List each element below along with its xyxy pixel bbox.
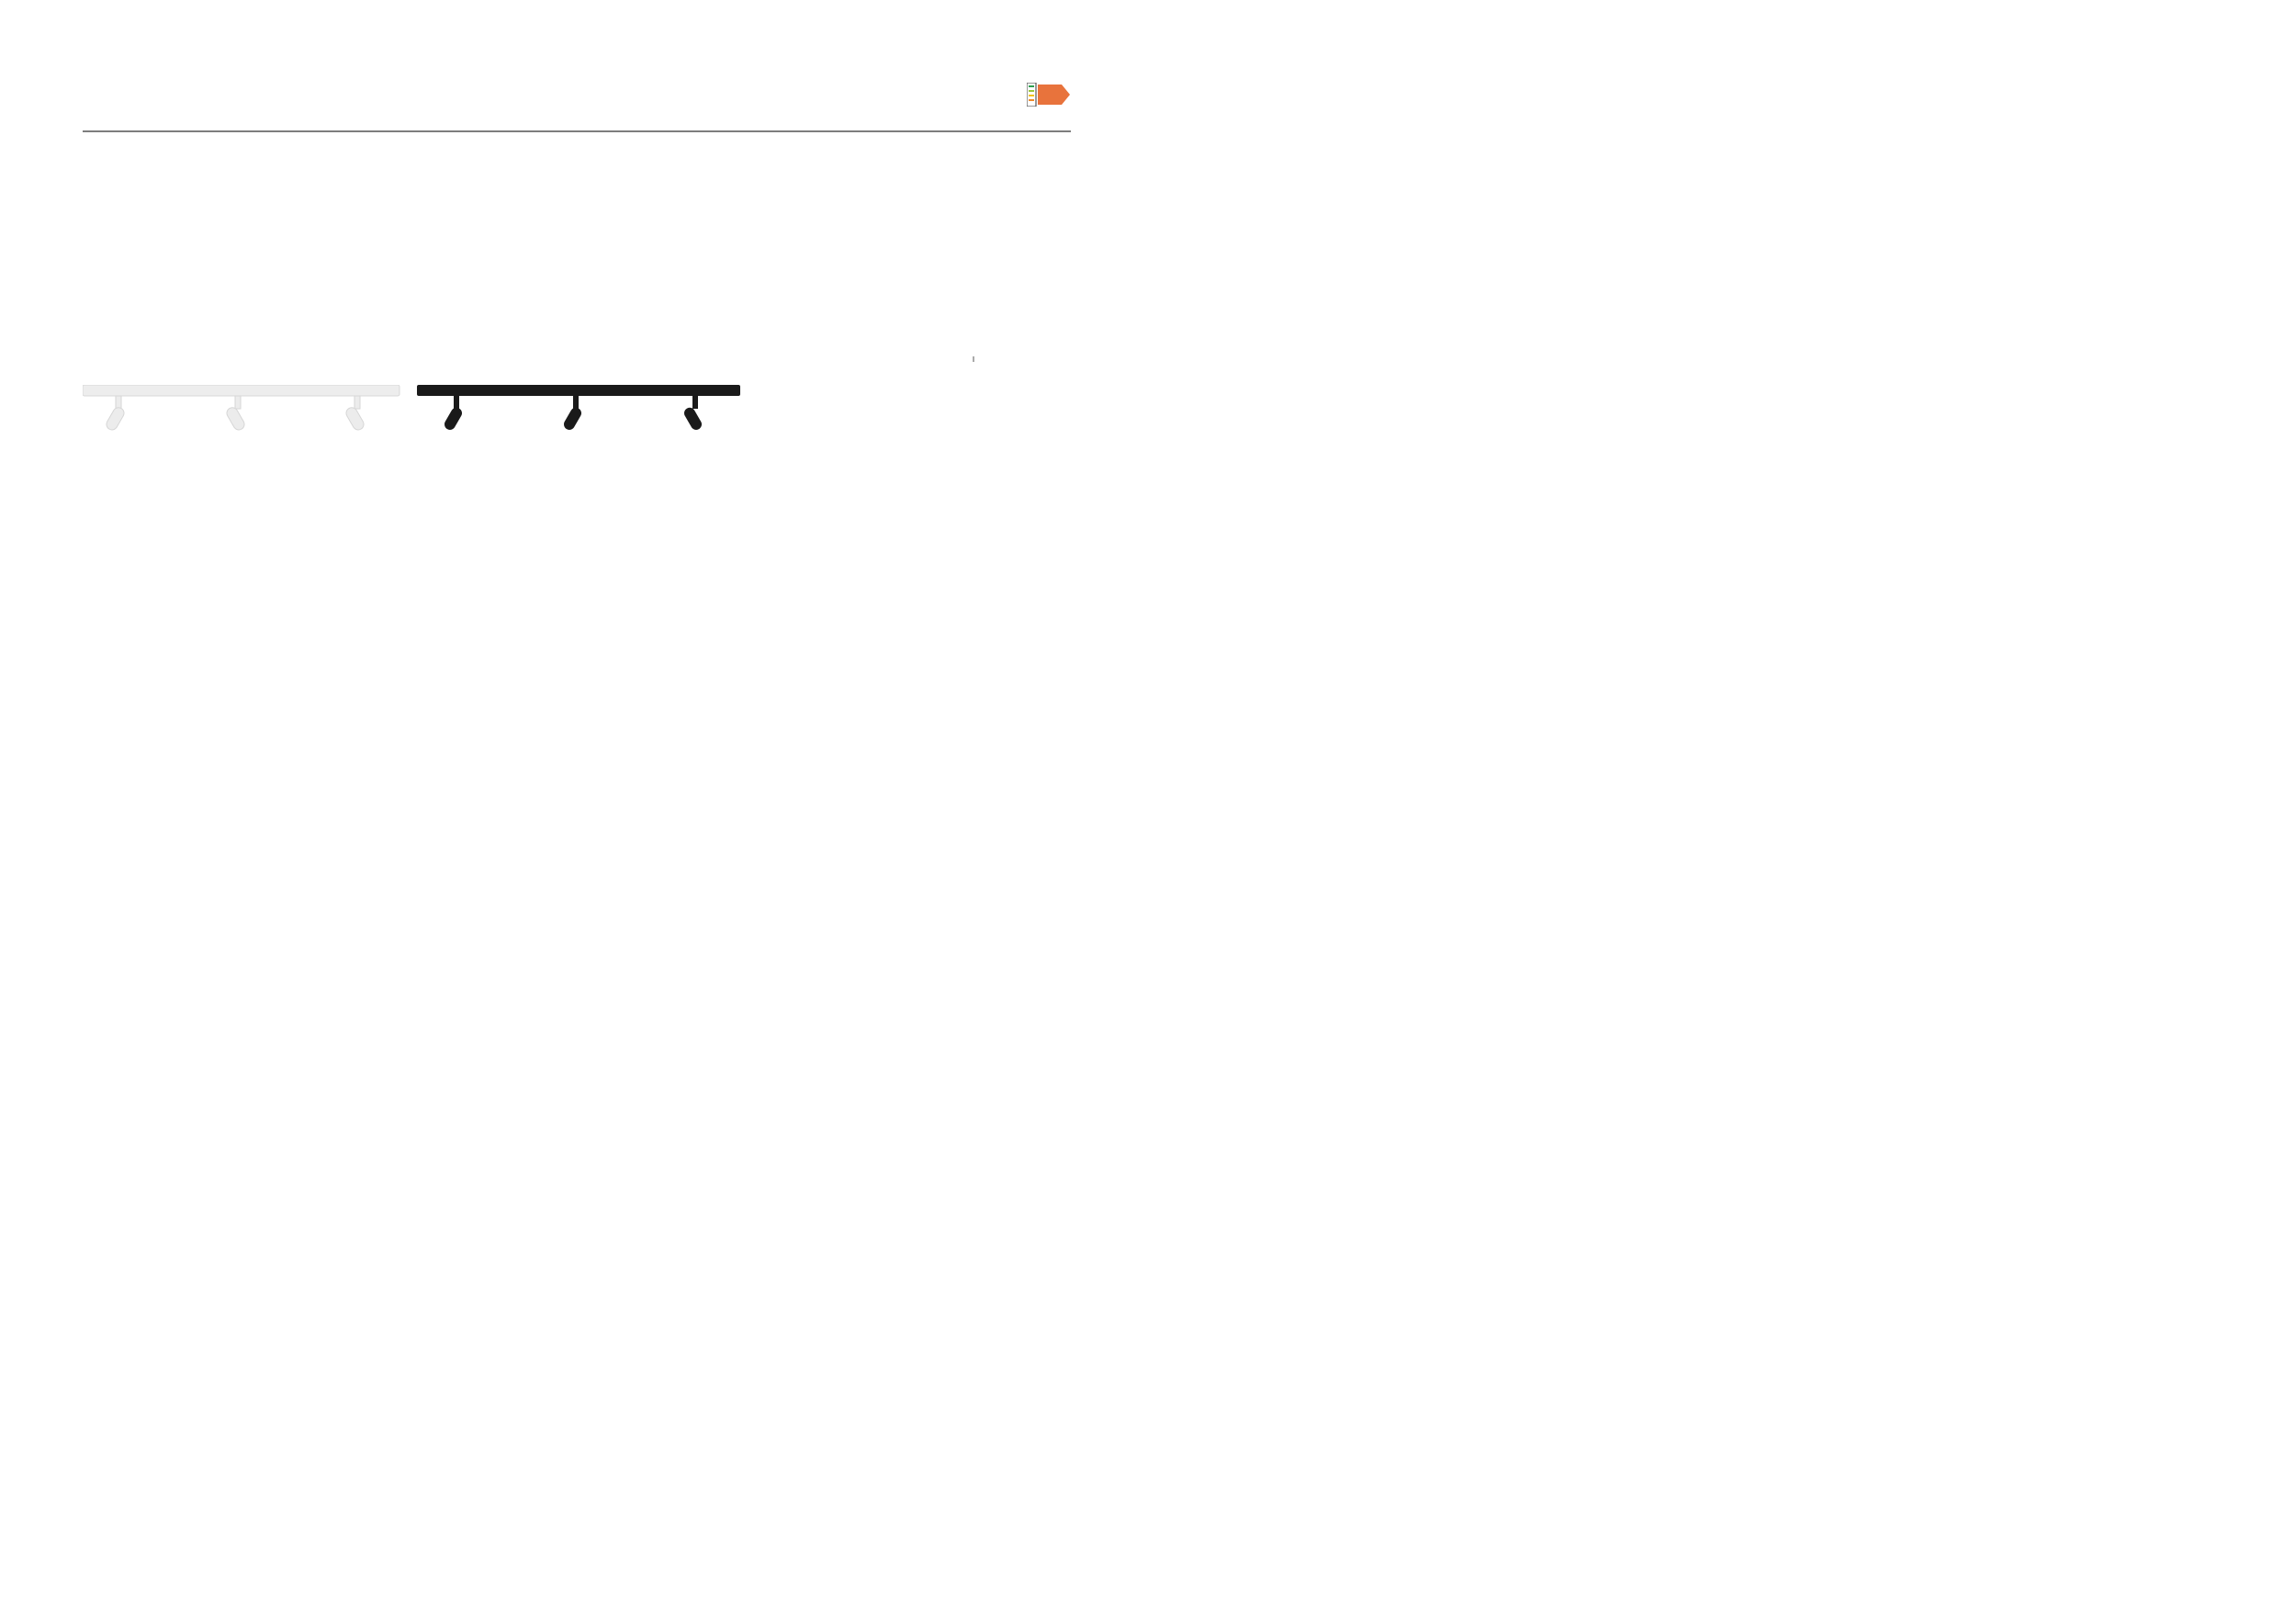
product-images	[83, 132, 1071, 435]
energy-label-icon	[1027, 83, 1071, 107]
dimension-drawing	[882, 334, 1075, 445]
black-3-spot-image	[417, 385, 748, 440]
title-row	[83, 73, 1071, 132]
product-omari-3-spot	[83, 73, 1071, 435]
white-3-spot-image	[83, 385, 404, 440]
